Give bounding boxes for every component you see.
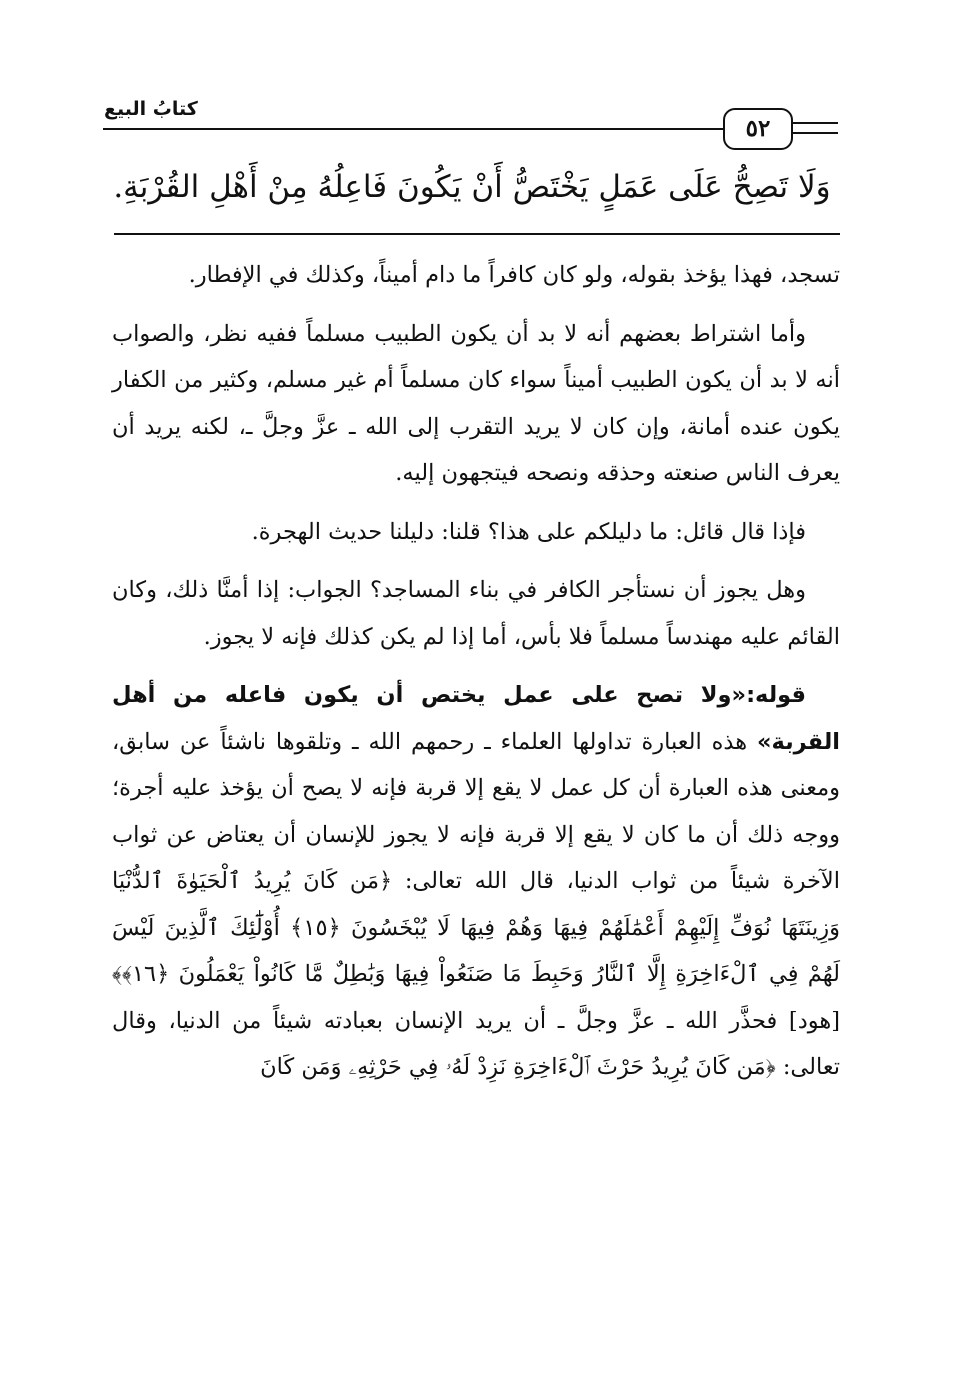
paragraph-4: وهل يجوز أن نستأجر الكافر في بناء المساجد؟ الجواب: إذا أمنَّا ذلك، وكان القائم عليه مهندساً مسلماً فلا بأس، أما إذا لم يكن كذلك فإنه لا يجوز. <box>112 577 840 650</box>
page-number: ٥٢ <box>723 108 793 150</box>
matn-text: وَلَا تَصِحُّ عَلَى عَمَلٍ يَخْتَصُّ أَنْ يَكُونَ فَاعِلُهُ مِنْ أَهْلِ القُرْبَةِ. <box>113 169 831 205</box>
paragraph-1: تسجد، فهذا يؤخذ بقوله، ولو كان كافراً ما دام أميناً، وكذلك في الإفطار. <box>188 262 840 288</box>
commentary-body <box>112 252 840 1091</box>
matn-separator <box>114 233 840 235</box>
running-header-title: كتابُ البيع <box>104 98 198 120</box>
header-rule-left <box>103 128 723 130</box>
paragraph-3: فإذا قال قائل: ما دليلكم على هذا؟ قلنا: دليلنا حديث الهجرة. <box>251 518 806 545</box>
quote-label: قوله: <box>746 682 806 708</box>
header-rule-right <box>792 122 838 134</box>
paragraph-5-text: هذه العبارة تداولها العلماء ـ رحمهم الله ـ وتلقوها ناشئاً عن سابق، ومعنى هذه العبارة أن كل عمل لا يقع إلا قربة فإنه لا يصح أن يؤخذ عليه أجرة؛ ووجه ذلك أن ما كان لا يقع إلا قربة فإنه لا يجوز للإنسان أن يعتاض عن ثواب الآخرة شيئاً من ثواب الدنيا، قال الله تعالى: ﴿مَن كَانَ يُرِيدُ ٱلْحَيَوٰةَ ٱلدُّنْيَا وَزِينَتَهَا نُوَفِّ إِلَيْهِمْ أَعْمَٰلَهُمْ فِيهَا وَهُمْ فِيهَا لَا يُبْخَسُونَ ﴿١٥﴾ أُوْلَٰٓئِكَ ٱلَّذِينَ لَيْسَ لَهُمْ فِي ٱلْءَاخِرَةِ إِلَّا ٱلنَّارُ وَحَبِطَ مَا صَنَعُواْ فِيهَا وَبَٰطِلٌ مَّا كَانُواْ يَعْمَلُونَ ﴿١٦﴾﴾ [هود] فحذَّر الله ـ عزَّ وجلَّ ـ أن يريد الإنسان بعبادته شيئاً من الدنيا، وقال تعالى: ﴿مَن كَانَ يُرِيدُ حَرْثَ ٱلْءَاخِرَةِ نَزِدْ لَهُۥ فِي حَرْثِهِۦ وَمَن كَانَ <box>112 728 840 1080</box>
paragraph-2: وأما اشتراط بعضهم أنه لا بد أن يكون الطبيب مسلماً ففيه نظر، والصواب أنه لا بد أن يكون الطبيب أميناً سواء كان مسلماً أم غير مسلم، وكثير من الكفار يكون عنده أمانة، وإن كان لا يريد التقرب إلى الله ـ عزَّ وجلَّ ـ، لكنه يريد أن يعرف الناس صنعته وحذقه ونصحه فيتجهون إليه. <box>112 320 840 486</box>
paragraph-5 <box>112 672 840 1091</box>
quoted-matn: «ولا تصح على عمل يختص أن يكون فاعله من أهل القربة» <box>112 682 840 755</box>
